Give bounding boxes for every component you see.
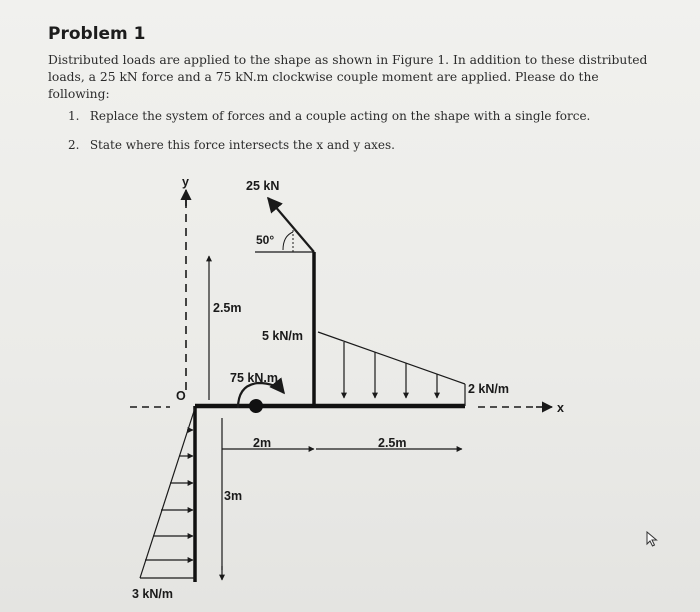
problem-title: Problem 1 bbox=[48, 24, 146, 44]
problem-intro: Distributed loads are applied to the shape as shown in Figure 1. In addition to these distributed loads, a 25 kN force and a 75 kN.m clockwise couple moment are applied. Please do the following: bbox=[48, 53, 648, 101]
y-axis-label: y bbox=[182, 175, 189, 189]
force-label: 25 kN bbox=[246, 179, 280, 193]
task-text: State where this force intersects the x and y axes. bbox=[89, 138, 395, 152]
couple-moment-arrow bbox=[238, 383, 284, 413]
task-number: 2. bbox=[68, 138, 80, 152]
distributed-load-left bbox=[140, 408, 195, 578]
task-number: 1. bbox=[68, 109, 80, 123]
distributed-load-top bbox=[318, 332, 465, 406]
force-25kn-arrow bbox=[268, 198, 314, 252]
span1-label: 2m bbox=[253, 436, 272, 450]
depth-label: 3m bbox=[224, 489, 243, 503]
load-top-label: 5 kN/m bbox=[262, 329, 303, 343]
height-label: 2.5m bbox=[213, 301, 242, 315]
moment-label: 75 kN.m bbox=[230, 371, 278, 385]
mouse-pointer-icon bbox=[645, 531, 659, 547]
origin-label: O bbox=[176, 389, 186, 403]
angle-label: 50° bbox=[256, 233, 275, 247]
x-axis-label: x bbox=[557, 401, 564, 415]
task-text: Replace the system of forces and a couple acting on the shape with a single force. bbox=[89, 109, 591, 123]
left-load-label: 3 kN/m bbox=[132, 587, 173, 601]
load-end-label: 2 kN/m bbox=[468, 382, 509, 396]
span2-label: 2.5m bbox=[378, 436, 407, 450]
